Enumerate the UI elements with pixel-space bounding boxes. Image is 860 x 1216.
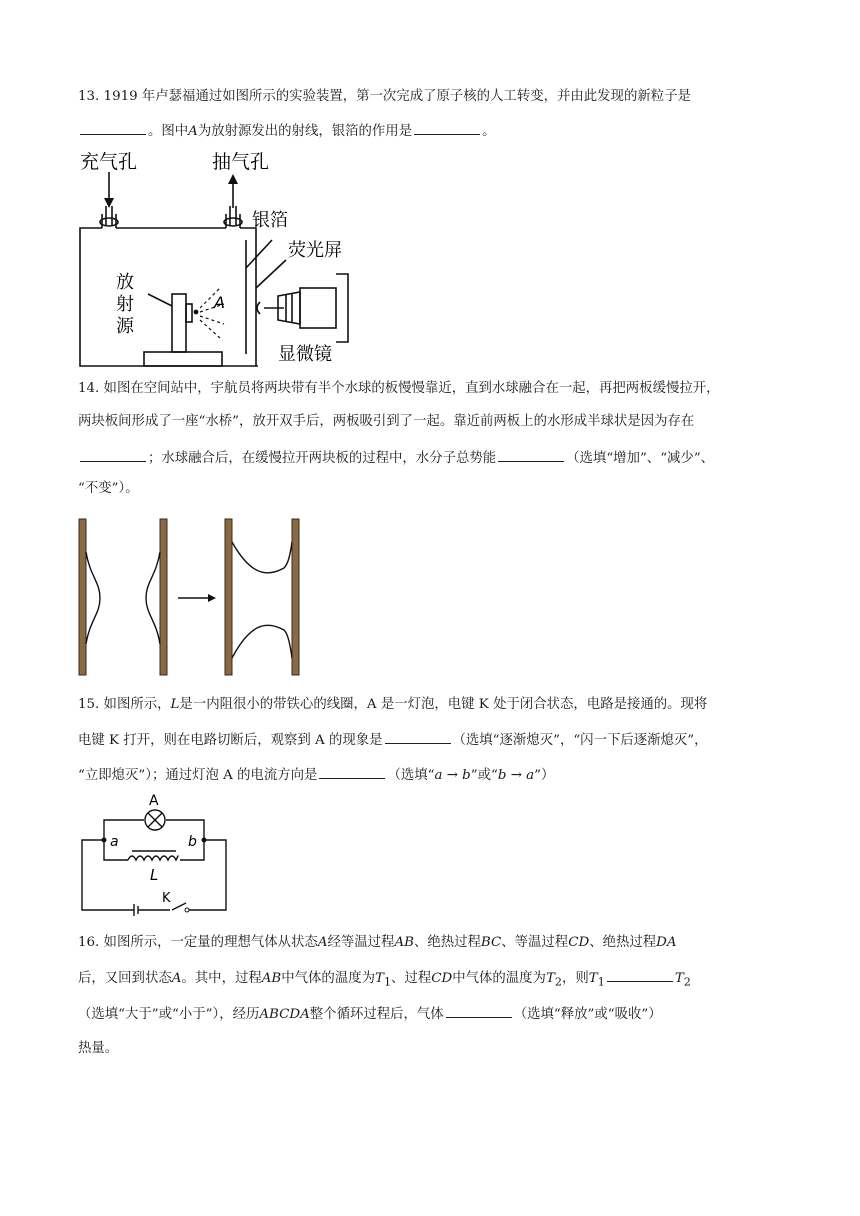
source-label-2: 射 (116, 294, 134, 315)
q15-line3: “立即熄灭”）；通过灯泡 A 的电流方向是 （选填“a → b”或“b → a”） (78, 768, 555, 783)
foil-label: 银箔 (252, 210, 288, 231)
q16-line2: 后，又回到状态A。其中，过程AB中气体的温度为$T_1$、过程CD中气体的温度为$T_2$，则$T_1$ $T_2$ (78, 971, 691, 989)
q16-line3: （选填“大于”或“小于”），经历ABCDA整个循环过程后，气体 （选填“释放”或“吸收”） (78, 1007, 662, 1022)
answer-blank[interactable] (607, 969, 673, 982)
q14-line1: 14. 如图在空间站中，宇航员将两块带有半个水球的板慢慢靠近，直到水球融合在一起，再把两板缓慢拉开， (78, 381, 720, 396)
source-label-1: 放 (116, 272, 134, 293)
q13-line2: 。图中A为放射源发出的射线，银箔的作用是 。 (78, 122, 495, 141)
answer-blank[interactable] (414, 122, 480, 135)
inlet-label: 充气孔 (80, 151, 138, 173)
switch-label: K (162, 891, 171, 906)
lamp-label: A (149, 793, 159, 809)
q13-line1: 13. 1919 年卢瑟福通过如图所示的实验装置，第一次完成了原子核的人工转变，并由此发现的新粒子是 (78, 89, 691, 104)
answer-blank[interactable] (446, 1005, 512, 1018)
answer-blank[interactable] (498, 449, 564, 462)
water-bridge-figure (74, 516, 306, 680)
q14-line4: “不变”）。 (78, 481, 139, 496)
node-a-label: a (110, 834, 119, 850)
q14-line2: 两块板间形成了一座“水桥”，放开双手后，两板吸引到了一起。靠近前两板上的水形成半球状是因为存在 (78, 414, 695, 429)
outlet-label: 抽气孔 (212, 151, 270, 173)
rutherford-apparatus-figure (74, 148, 364, 370)
microscope-label: 显微镜 (278, 344, 332, 365)
q16-line1: 16. 如图所示，一定量的理想气体从状态A经等温过程AB、绝热过程BC、等温过程CD、绝热过程DA (78, 935, 677, 950)
q14-line3: ；水球融合后，在缓慢拉开两块板的过程中，水分子总势能 （选填“增加”、“减少”、 (78, 449, 714, 468)
node-b-label: b (188, 834, 197, 850)
answer-blank[interactable] (80, 449, 146, 462)
coil-label: L (150, 866, 159, 884)
rl-circuit-figure (76, 790, 236, 918)
answer-blank[interactable] (385, 731, 451, 744)
ray-label: A (214, 293, 225, 312)
answer-blank[interactable] (80, 122, 146, 135)
screen-label: 荧光屏 (288, 240, 342, 261)
source-label-3: 源 (116, 316, 134, 337)
q15-line2: 电键 K 打开，则在电路切断后，观察到 A 的现象是 （选填“逐渐熄灭”，“闪一下后逐渐熄灭”， (78, 733, 708, 748)
answer-blank[interactable] (319, 766, 385, 779)
q16-line4: 热量。 (78, 1041, 119, 1056)
q15-line1: 15. 如图所示，L是一内阻很小的带铁心的线圈，A 是一灯泡，电键 K 处于闭合状态，电路是接通的。现将 (78, 697, 708, 712)
